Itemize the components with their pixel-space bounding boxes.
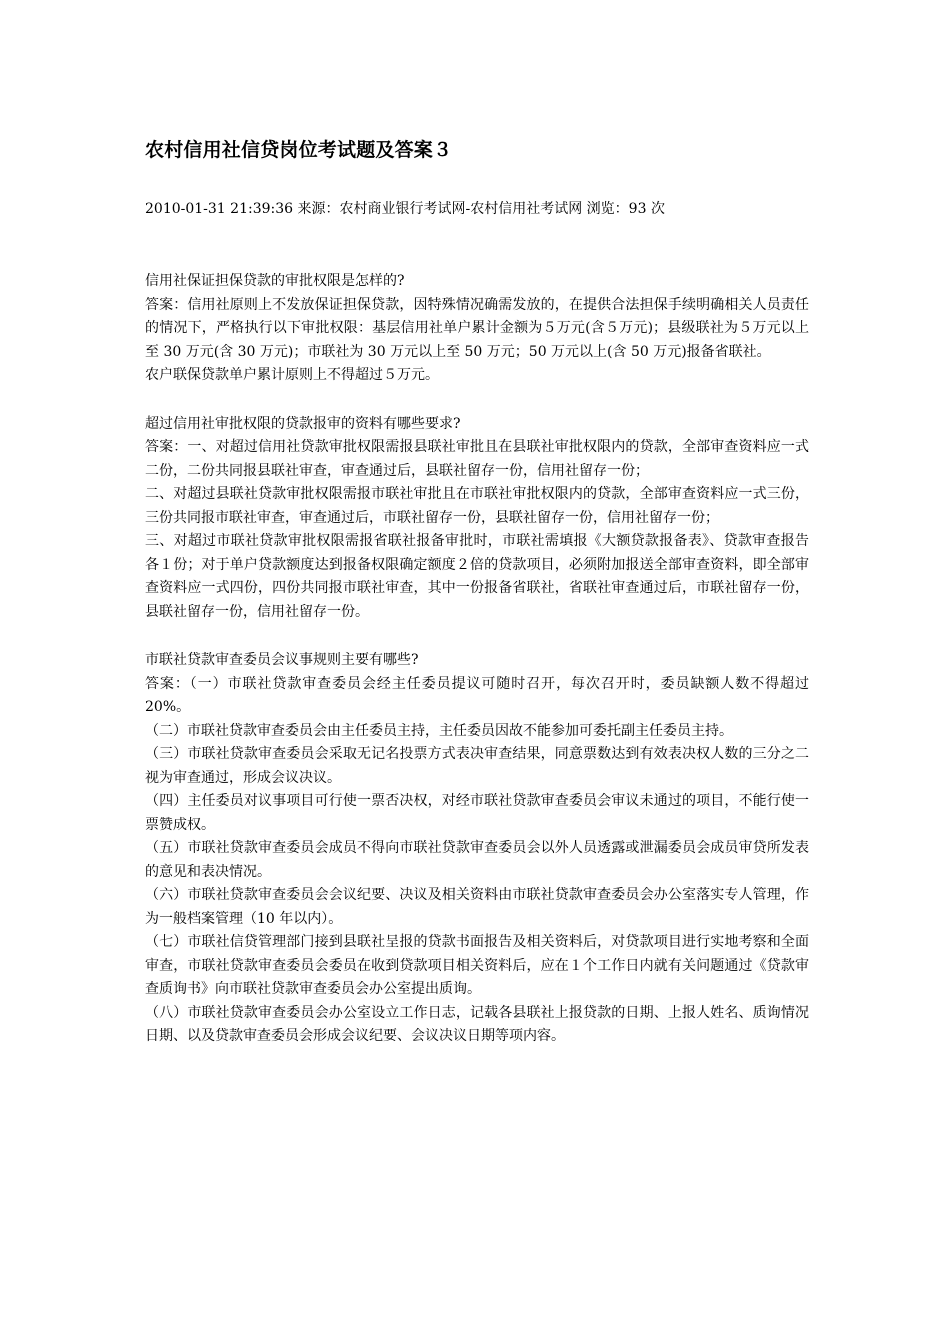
- answer-paragraph: （八）市联社贷款审查委员会办公室设立工作日志，记载各县联社上报贷款的日期、上报人姓名、质询情况日期、以及贷款审查委员会形成会议纪要、会议决议日期等项内容。: [145, 1004, 809, 1044]
- answer-paragraph: （三）市联社贷款审查委员会采取无记名投票方式表决审查结果，同意票数达到有效表决权人数的三分之二视为审查通过，形成会议决议。: [145, 746, 809, 786]
- qa-section-1: [145, 270, 809, 388]
- qa-section-3: [145, 649, 809, 1049]
- article-meta: 2010-01-31 21:39:36 来源：农村商业银行考试网-农村信用社考试网 浏览：93 次: [145, 201, 665, 217]
- page-title: 农村信用社信贷岗位考试题及答案３: [145, 139, 453, 161]
- answer-paragraph: 农户联保贷款单户累计原则上不得超过５万元。: [145, 367, 439, 383]
- answer-paragraph: 二、对超过县联社贷款审批权限需报市联社审批且在市联社审批权限内的贷款，全部审查资料应一式三份，三份共同报市联社审查，审查通过后，市联社留存一份，县联社留存一份，信用社留存一份；: [145, 486, 809, 526]
- answer-paragraph: （四）主任委员对议事项目可行使一票否决权，对经市联社贷款审查委员会审议未通过的项目，不能行使一票赞成权。: [145, 793, 809, 833]
- answer-paragraph: 答案：（一）市联社贷款审查委员会经主任委员提议可随时召开，每次召开时，委员缺额人数不得超过 20%。: [145, 675, 809, 715]
- question-text: 信用社保证担保贷款的审批权限是怎样的?: [145, 273, 405, 289]
- qa-sections: [145, 270, 809, 1049]
- document-content: [145, 135, 809, 1074]
- answer-paragraph: 三、对超过市联社贷款审批权限需报省联社报备审批时，市联社需填报《大额贷款报备表》、贷款审查报告各１份；对于单户贷款额度达到报备权限确定额度２倍的贷款项目，必须附加报送全部审查资料，即全部审查资料应一式四份，四份共同报市联社审查，其中一份报备省联社，省联社审查通过后，市联社留存一份，县联社留存一份，信用社留存一份。: [145, 533, 809, 620]
- answer-paragraph: （二）市联社贷款审查委员会由主任委员主持，主任委员因故不能参加可委托副主任委员主持。: [145, 722, 733, 739]
- answer-paragraph: （七）市联社信贷管理部门接到县联社呈报的贷款书面报告及相关资料后，对贷款项目进行实地考察和全面审查，市联社贷款审查委员会委员在收到贷款项目相关资料后，应在１个工作日内就有关问题通过《贷款审查质询书》向市联社贷款审查委员会办公室提出质询。: [145, 934, 809, 997]
- answer-paragraph: 答案：信用社原则上不发放保证担保贷款，因特殊情况确需发放的，在提供合法担保手续明确相关人员责任的情况下，严格执行以下审批权限：基层信用社单户累计金额为５万元(含５万元)；县级联社为５万元以上至 30 万元(含 30 万元)；市联社为 30 万元以上至 50 万元；50 万元以上(含 50 万元)报备省联社。: [145, 296, 809, 360]
- answer-paragraph: （六）市联社贷款审查委员会会议纪要、决议及相关资料由市联社贷款审查委员会办公室落实专人管理，作为一般档案管理（10 年以内）。: [145, 887, 809, 927]
- question-text: 超过信用社审批权限的贷款报审的资料有哪些要求?: [145, 415, 461, 432]
- answer-paragraph: （五）市联社贷款审查委员会成员不得向市联社贷款审查委员会以外人员透露或泄漏委员会成员审贷所发表的意见和表决情况。: [145, 840, 809, 880]
- question-text: 市联社贷款审查委员会议事规则主要有哪些?: [145, 652, 419, 668]
- answer-paragraph: 答案：一、对超过信用社贷款审批权限需报县联社审批且在县联社审批权限内的贷款，全部审查资料应一式二份，二份共同报县联社审查，审查通过后，县联社留存一份，信用社留存一份；: [145, 439, 809, 479]
- qa-section-2: [145, 413, 809, 625]
